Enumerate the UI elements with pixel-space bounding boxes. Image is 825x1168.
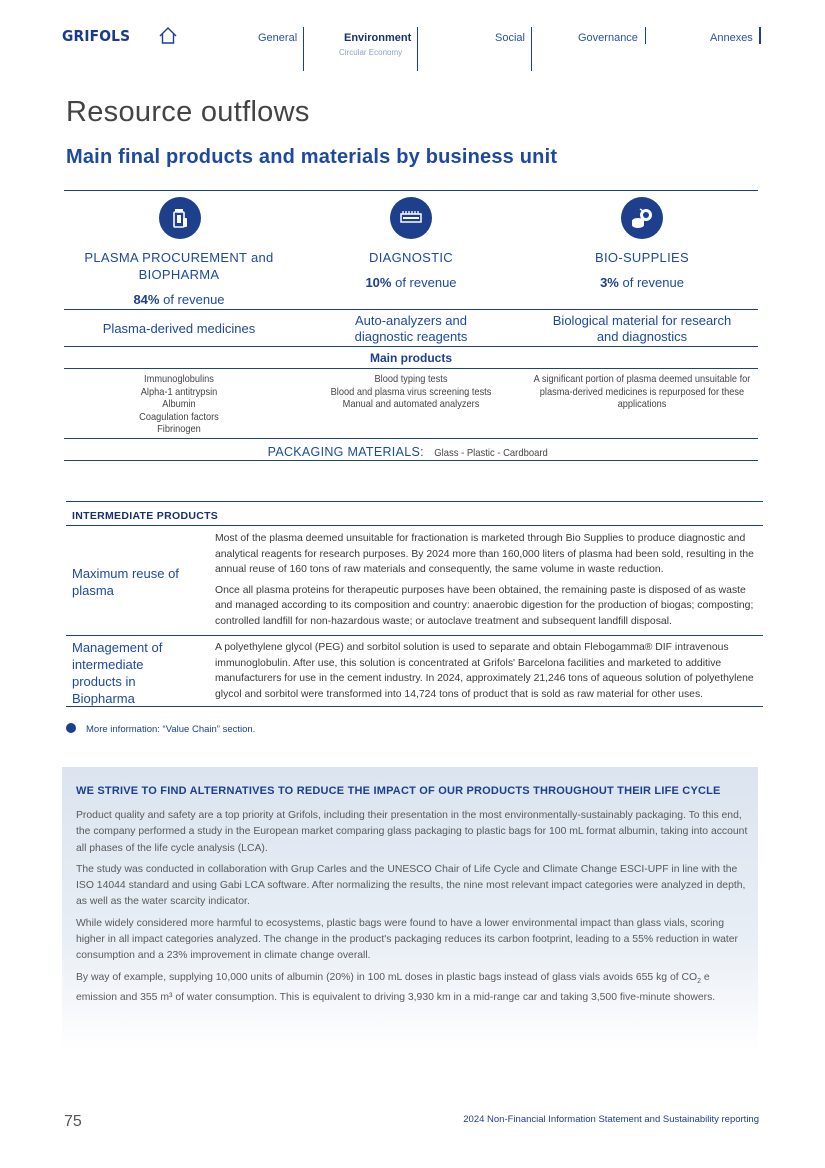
table-top-rule [64,190,758,191]
category-bio-supplies: Biological material for research and diagnostics [552,313,732,344]
more-info-link[interactable]: More information: “Value Chain” section. [86,724,256,735]
revenue-percent: 10% [365,275,392,290]
callout-title: WE STRIVE TO FIND ALTERNATIVES TO REDUCE THE IMPACT OF OUR PRODUCTS THROUGHOUT THEIR LIFE CYCLE [76,785,721,797]
nav-divider [645,27,646,44]
list-item: Blood typing tests [374,373,448,385]
list-item: Fibrinogen [157,423,201,436]
paragraph: Product quality and safety are a top priority at Grifols, including their presentation in the most environmentally-sustainably packaging. To this end, the company performed a study in the European market comparing glass packaging to plastic bags for 100 mL format albumin, taking into account all phases of the life cycle analysis (LCA). [76,810,748,854]
products-diagnostic [314,373,508,411]
report-title: 2024 Non-Financial Information Statement and Sustainability reporting [463,1114,759,1125]
plasma-biopharma-icon [159,197,201,239]
list-item: Albumin [162,398,196,411]
revenue-percent: 3% [600,275,619,290]
intermediate-bottom-rule [66,706,763,707]
nav-environment-subsection: Circular Economy [339,48,403,57]
table-rule [64,309,758,310]
table-rule [64,438,758,439]
list-item: A significant portion of plasma deemed unsuitable for plasma-derived medicines is repurposed for these applications [533,373,751,411]
diagnostic-icon [390,197,432,239]
paragraph [76,970,748,1007]
table-rule [64,460,758,461]
packaging-row [64,443,758,461]
paragraph: A polyethylene glycol (PEG) and sorbitol solution is used to separate and obtain Flebogamma® DIF intravenous immunoglobulin. After use, this solution is concentrated at Grifols' Barcelona facilities and marketed to additive manufacturers for use in the cement industry. In 2024, approximately 21,246 tons of aqueous solution of polyethylene glycol and sorbitol were transformed into 14,724 tons of product that is sold as raw material for other uses. [215,642,754,700]
paragraph: Most of the plasma deemed unsuitable for fractionation is marketed through Bio Supplies to produce diagnostic and analytical reagents for research purposes. By 2024 more than 160,000 liters of plasma had been sold, resulting in the annual reuse of 160 tons of raw materials and consequently, the same volume in waste reduction. [215,533,754,576]
list-item: Manual and automated analyzers [342,398,480,411]
nav-environment[interactable]: Environment [344,32,412,44]
intermediate-top-rule [66,501,763,502]
revenue-bio-supplies [542,275,742,290]
intermediate-header: INTERMEDIATE PRODUCTS [72,510,219,522]
page-title: Resource outflows [66,96,310,128]
list-item: Immunoglobulins [144,373,214,385]
category-plasma-biopharma: Plasma-derived medicines [102,321,256,336]
page-subtitle: Main final products and materials by business unit [66,146,558,168]
revenue-plasma-biopharma [74,292,284,307]
unit-name-bio-supplies: BIO-SUPPLIES [595,250,689,265]
nav-divider [303,27,304,71]
list-item: Blood and plasma virus screening tests [330,385,492,398]
info-bullet-icon [66,723,76,733]
list-item: Coagulation factors [139,410,219,423]
revenue-text: of revenue [391,275,457,290]
list-item: Alpha-1 antitrypsin [140,385,218,398]
revenue-text: of revenue [618,275,684,290]
packaging-items: Glass - Plastic - Cardboard [434,447,549,459]
category-diagnostic: Auto-analyzers and diagnostic reagents [354,313,468,344]
nav-governance[interactable]: Governance [578,32,638,44]
table-rule [66,525,763,526]
paragraph: Once all plasma proteins for therapeutic purposes have been obtained, the remaining paste is disposed of as waste and managed according to its composition and country: anaerobic digestion for the production of biogas; composting; controlled landfill for non-hazardous waste; or autoclave treatment and subsequent landfill disposal. [215,584,754,627]
lca-callout-box [62,767,758,1052]
revenue-text: of revenue [159,292,225,307]
nav-divider [417,27,418,71]
unit-name-plasma-biopharma: PLASMA PROCUREMENT and BIOPHARMA [84,250,274,282]
row-label-intermediate-management: Management of intermediate products in Biopharma [72,640,163,706]
text: e emission and 355 m³ of water consumption. This is equivalent to driving 3,930 km in a mid-range car and taking 3,500 five-minute showers. [76,971,716,1004]
nav-social[interactable]: Social [495,32,525,44]
nav-divider [531,27,532,71]
nav-divider [759,27,761,44]
revenue-diagnostic [311,275,511,290]
bio-supplies-icon [621,197,663,239]
table-rule [66,635,763,636]
page-number: 75 [64,1113,82,1130]
unit-name-diagnostic: DIAGNOSTIC [369,250,453,265]
paragraph: The study was conducted in collaboration with Grup Carles and the UNESCO Chair of Life Cycle and Climate Change ESCI-UPF in line with the ISO 14044 standard and using Gabi LCA software. After normalizing the results, the nine most relevant impact categories were analyzed in depth, as well as the water scarcity indicator. [76,863,746,908]
products-plasma-biopharma [100,373,258,436]
subscript: 2 [697,977,701,985]
revenue-percent: 84% [133,292,160,307]
nav-annexes[interactable]: Annexes [710,32,753,44]
nav-general[interactable]: General [258,32,298,44]
products-bio-supplies [533,373,751,411]
packaging-label: PACKAGING MATERIALS: [267,445,424,459]
grifols-logo[interactable]: GRIFOLS [62,27,131,45]
table-rule [64,346,758,347]
table-rule [64,368,758,369]
paragraph: While widely considered more harmful to ecosystems, plastic bags were found to have a lower environmental impact than glass vials, scoring higher in all impact categories analyzed. The change in the product's packaging reduces its carbon footprint, leading to a 55% reduction in water consumption and a 23% improvement in climate change overall. [76,917,738,962]
callout-body [76,808,748,1011]
text: By way of example, supplying 10,000 units of albumin (20%) in 100 mL doses in plastic bags instead of glass vials avoids 655 kg of CO [76,971,698,983]
home-icon[interactable] [158,26,178,46]
row-text-intermediate-management [215,640,760,702]
main-products-label: Main products [369,351,452,365]
row-label-plasma-reuse: Maximum reuse of plasma [72,566,179,598]
row-text-plasma-reuse [215,531,760,630]
